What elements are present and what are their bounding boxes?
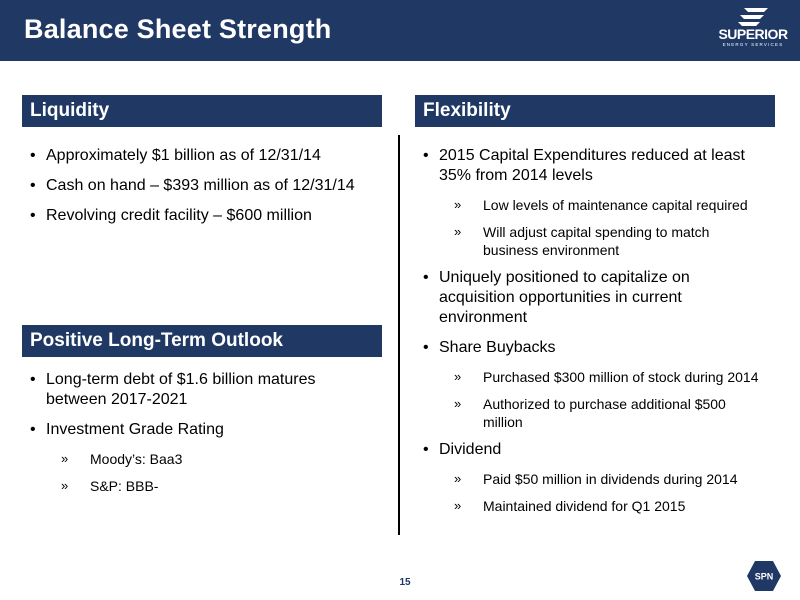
flexibility-sub-bullet: » Maintained dividend for Q1 2015 bbox=[423, 497, 768, 515]
flexibility-bullet: • Share Buybacks bbox=[423, 338, 768, 358]
outlook-heading: Positive Long-Term Outlook bbox=[22, 325, 382, 357]
spn-badge-text: SPN bbox=[754, 571, 774, 582]
flexibility-sub-bullet: » Low levels of maintenance capital required bbox=[423, 196, 768, 214]
liquidity-heading: Liquidity bbox=[22, 95, 382, 127]
liquidity-list bbox=[30, 146, 380, 236]
flexibility-sub-bullet: » Will adjust capital spending to match business environment bbox=[423, 223, 768, 259]
outlook-bullet: • Investment Grade Rating bbox=[30, 420, 370, 440]
logo-subtitle: ENERGY SERVICES bbox=[722, 42, 784, 47]
page-number: 15 bbox=[399, 577, 411, 588]
flexibility-sub-bullet: » Purchased $300 million of stock during 2014 bbox=[423, 368, 768, 386]
slide-header bbox=[0, 0, 800, 61]
slide-title: Balance Sheet Strength bbox=[24, 14, 332, 44]
logo-name: SUPERIOR bbox=[718, 26, 788, 42]
flexibility-bullet: • Uniquely positioned to capitalize on acquisition opportunities in current environment bbox=[423, 268, 768, 328]
outlook-sub-bullet: » Moody’s: Baa3 bbox=[30, 450, 370, 468]
outlook-bullet: • Long-term debt of $1.6 billion matures between 2017-2021 bbox=[30, 370, 370, 410]
spn-badge-icon bbox=[746, 560, 782, 592]
flexibility-bullet: • Dividend bbox=[423, 440, 768, 460]
liquidity-bullet: • Revolving credit facility – $600 million bbox=[30, 206, 380, 226]
outlook-sub-bullet: » S&P: BBB- bbox=[30, 477, 370, 495]
flexibility-sub-bullet: » Paid $50 million in dividends during 2014 bbox=[423, 470, 768, 488]
company-logo bbox=[718, 8, 788, 54]
flexibility-bullet: • 2015 Capital Expenditures reduced at least 35% from 2014 levels bbox=[423, 146, 768, 186]
column-divider bbox=[398, 135, 400, 535]
flexibility-heading: Flexibility bbox=[415, 95, 775, 127]
flexibility-sub-bullet: » Authorized to purchase additional $500 million bbox=[423, 395, 768, 431]
flexibility-list bbox=[423, 146, 768, 524]
superior-logo-icon bbox=[738, 8, 768, 26]
outlook-list bbox=[30, 370, 370, 504]
liquidity-bullet: • Approximately $1 billion as of 12/31/14 bbox=[30, 146, 380, 166]
liquidity-bullet: • Cash on hand – $393 million as of 12/31/14 bbox=[30, 176, 380, 196]
